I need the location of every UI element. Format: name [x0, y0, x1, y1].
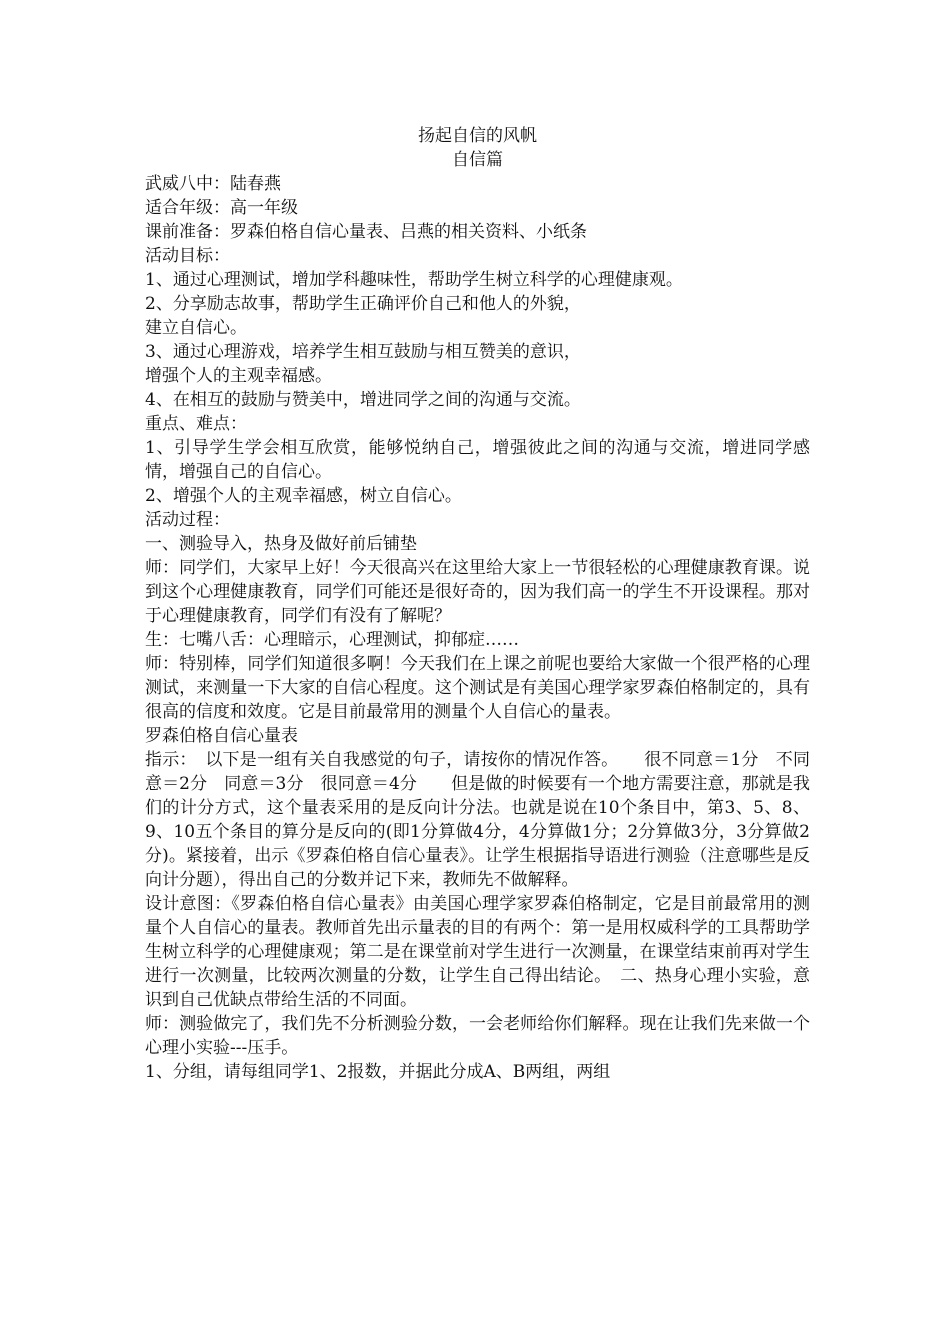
- student-paragraph-1: 生：七嘴八舌：心理暗示，心理测试，抑郁症……: [145, 630, 519, 650]
- grouping-paragraph: 1、分组，请每组同学1、2报数，并据此分成A、B两组，两组: [145, 1062, 611, 1082]
- process-step-1-heading: 一、测验导入，热身及做好前后铺垫: [145, 534, 417, 554]
- key-point-2: 2、增强个人的主观幸福感，树立自信心。: [145, 486, 462, 506]
- document-page: [145, 124, 810, 1084]
- section-heading-goals: 活动目标：: [145, 246, 230, 266]
- preparation-line: 课前准备：罗森伯格自信心量表、吕燕的相关资料、小纸条: [145, 222, 587, 242]
- goal-item-4: 4、在相互的鼓励与赞美中，增进同学之间的沟通与交流。: [145, 390, 581, 410]
- goal-item-3-continued: 增强个人的主观幸福感。: [145, 366, 332, 386]
- grade-line: 适合年级：高一年级: [145, 198, 298, 218]
- teacher-paragraph-1: 师：同学们，大家早上好！今天很高兴在这里给大家上一节很轻松的心理健康教育课。说到这个心理健康教育，同学们可能还是很好奇的，因为我们高一的学生不开设课程。那对于心理健康教育，同学们有没有了解呢？: [145, 558, 810, 626]
- document-subtitle: 自信篇: [452, 150, 503, 170]
- instruction-paragraph: 指示： 以下是一组有关自我感觉的句子，请按你的情况作答。 很不同意＝1分 不同意＝2分 同意＝3分 很同意＝4分 但是做的时候要有一个地方需要注意，那就是我们的计分方式，这个量表采用的是反向计分法。也就是说在10个条目中，第3、5、8、9、10五个条目的算分是反向的(即1分算做4分，4分算做1分；2分算做3分，3分算做2分)。紧接着，出示《罗森伯格自信心量表》。让学生根据指导语进行测验（注意哪些是反向计分题），得出自己的分数并记下来，教师先不做解释。: [145, 750, 810, 890]
- teacher-paragraph-3: 师：测验做完了，我们先不分析测验分数，一会老师给你们解释。现在让我们先来做一个心理小实验---压手。: [145, 1014, 810, 1058]
- section-heading-key-points: 重点、难点：: [145, 414, 247, 434]
- key-point-1: 1、引导学生学会相互欣赏，能够悦纳自己，增强彼此之间的沟通与交流，增进同学感情，增强自己的自信心。: [145, 438, 810, 482]
- goal-item-2: 2、分享励志故事，帮助学生正确评价自己和他人的外貌，: [145, 294, 581, 314]
- author-line: 武威八中：陆春燕: [145, 174, 281, 194]
- teacher-paragraph-2: 师：特别棒，同学们知道很多啊！今天我们在上课之前呢也要给大家做一个很严格的心理测试，来测量一下大家的自信心程度。这个测试是有美国心理学家罗森伯格制定的，具有很高的信度和效度。它是目前最常用的测量个人自信心的量表。: [145, 654, 810, 722]
- scale-heading: 罗森伯格自信心量表: [145, 726, 298, 746]
- design-intent-paragraph: 设计意图：《罗森伯格自信心量表》由美国心理学家罗森伯格制定，它是目前最常用的测量个人自信心的量表。教师首先出示量表的目的有两个：第一是用权威科学的工具帮助学生树立科学的心理健康观；第二是在课堂前对学生进行一次测量，在课堂结束前再对学生进行一次测量，比较两次测量的分数，让学生自己得出结论。 二、热身心理小实验，意识到自己优缺点带给生活的不同面。: [145, 894, 810, 1010]
- goal-item-1: 1、通过心理测试，增加学科趣味性，帮助学生树立科学的心理健康观。: [145, 270, 683, 290]
- section-heading-process: 活动过程：: [145, 510, 230, 530]
- goal-item-2-continued: 建立自信心。: [145, 318, 247, 338]
- goal-item-3: 3、通过心理游戏，培养学生相互鼓励与相互赞美的意识，: [145, 342, 581, 362]
- document-title: 扬起自信的风帆: [418, 126, 537, 146]
